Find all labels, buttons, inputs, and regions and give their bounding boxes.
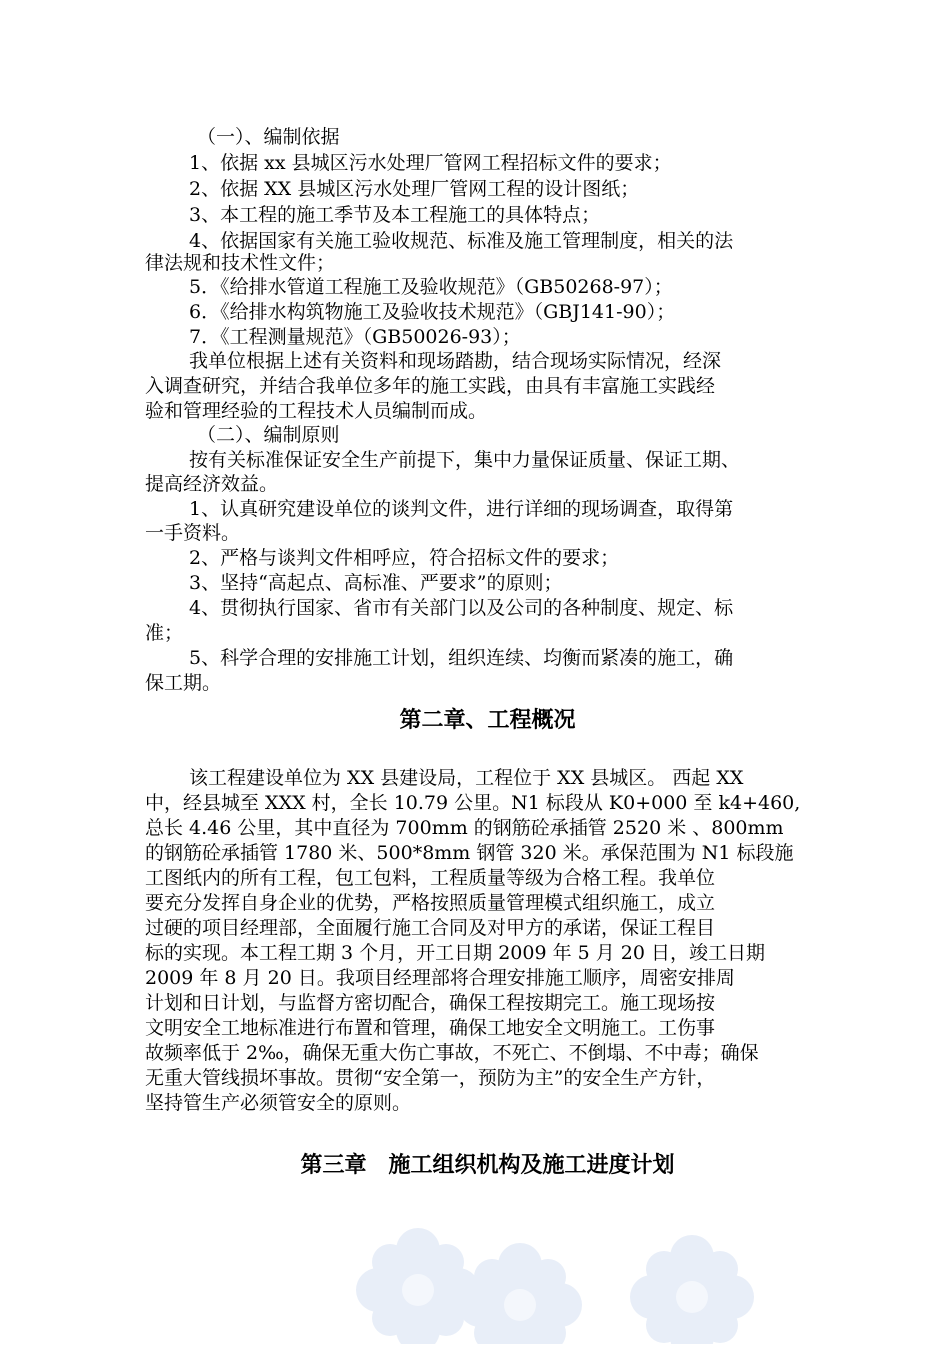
chapter2-line: 故频率低于 2‰，确保无重大伤亡事故，不死亡、不倒塌、不中毒；确保: [145, 1042, 759, 1064]
section2-heading: （二）、编制原则: [197, 424, 340, 446]
section1-item: 律法规和技术性文件；: [145, 252, 336, 274]
chapter2-line: 2009 年 8 月 20 日。我项目经理部将合理安排施工顺序，周密安排周: [145, 967, 735, 989]
section1-item: 7．《工程测量规范》（GB50026-93）；: [189, 326, 521, 348]
section1-item: 1、依据 xx 县城区污水处理厂管网工程招标文件的要求；: [189, 152, 672, 174]
chapter2-line: 中，经县城至 XXX 村，全长 10.79 公里。N1 标段从 K0+000 至 k4+460,: [145, 792, 801, 814]
section2-item: 保工期。: [145, 672, 222, 694]
chapter2-line: 计划和日计划，与监督方密切配合，确保工程按期完工。施工现场按: [145, 992, 716, 1014]
section1-item: 3、本工程的施工季节及本工程施工的具体特点；: [189, 204, 601, 226]
chapter2-line: 工图纸内的所有工程，包工包料，工程质量等级为合格工程。我单位: [145, 867, 716, 889]
chapter2-line: 无重大管线损坏事故。贯彻“安全第一，预防为主”的安全生产方针，: [145, 1067, 716, 1089]
section1-item: 4、依据国家有关施工验收规范、标准及施工管理制度，相关的法: [189, 230, 734, 252]
section2-item: 提高经济效益。: [145, 473, 279, 495]
chapter2-line: 该工程建设单位为 XX 县建设局，工程位于 XX 县城区。 西起 XX: [189, 767, 744, 789]
section1-heading: （一）、编制依据: [197, 126, 340, 148]
section2-item: 按有关标准保证安全生产前提下，集中力量保证质量、保证工期、: [189, 449, 741, 471]
chapter3-title: 第三章 施工组织机构及施工进度计划: [300, 1153, 675, 1178]
section2-item: 2、严格与谈判文件相呼应，符合招标文件的要求；: [189, 547, 620, 569]
section2-item: 3、坚持“高起点、高标准、严要求”的原则；: [189, 572, 563, 594]
section1-item: 我单位根据上述有关资料和现场踏勘，结合现场实际情况，经深: [189, 350, 722, 372]
chapter2-line: 的钢筋砼承插管 1780 米、500*8mm 钢管 320 米。承保范围为 N1 标段施: [145, 842, 794, 864]
section2-item: 5、科学合理的安排施工计划，组织连续、均衡而紧凑的施工，确: [189, 647, 734, 669]
section2-item: 1、认真研究建设单位的谈判文件，进行详细的现场调查，取得第: [189, 498, 734, 520]
section2-item: 4、贯彻执行国家、省市有关部门以及公司的各种制度、规定、标: [189, 597, 734, 619]
chapter2-line: 总长 4.46 公里，其中直径为 700mm 的钢筋砼承插管 2520 米 、800mm: [145, 817, 784, 839]
chapter2-line: 坚持管生产必须管安全的原则。: [145, 1092, 412, 1114]
section1-item: 2、依据 XX 县城区污水处理厂管网工程的设计图纸；: [189, 178, 640, 200]
chapter2-line: 文明安全工地标准进行布置和管理，确保工地安全文明施工。工伤事: [145, 1017, 716, 1039]
section2-item: 一手资料。: [145, 522, 241, 544]
section1-item: 入调查研究，并结合我单位多年的施工实践，由具有丰富施工实践经: [145, 375, 716, 397]
chapter2-line: 标的实现。本工程工期 3 个月，开工日期 2009 年 5 月 20 日，竣工日期: [145, 942, 766, 964]
section2-item: 准；: [145, 622, 184, 644]
chapter2-line: 要充分发挥自身企业的优势，严格按照质量管理模式组织施工，成立: [145, 892, 716, 914]
chapter2-title: 第二章、工程概况: [399, 708, 576, 733]
section1-item: 验和管理经验的工程技术人员编制而成。: [145, 400, 488, 422]
snowflake-watermark-icon: [0, 1205, 950, 1344]
chapter2-line: 过硬的项目经理部，全面履行施工合同及对甲方的承诺，保证工程目: [145, 917, 716, 939]
section1-item: 5．《给排水管道工程施工及验收规范》（GB50268-97）；: [189, 276, 673, 298]
section1-item: 6．《给排水构筑物施工及验收技术规范》（GBJ141-90）；: [189, 301, 676, 323]
